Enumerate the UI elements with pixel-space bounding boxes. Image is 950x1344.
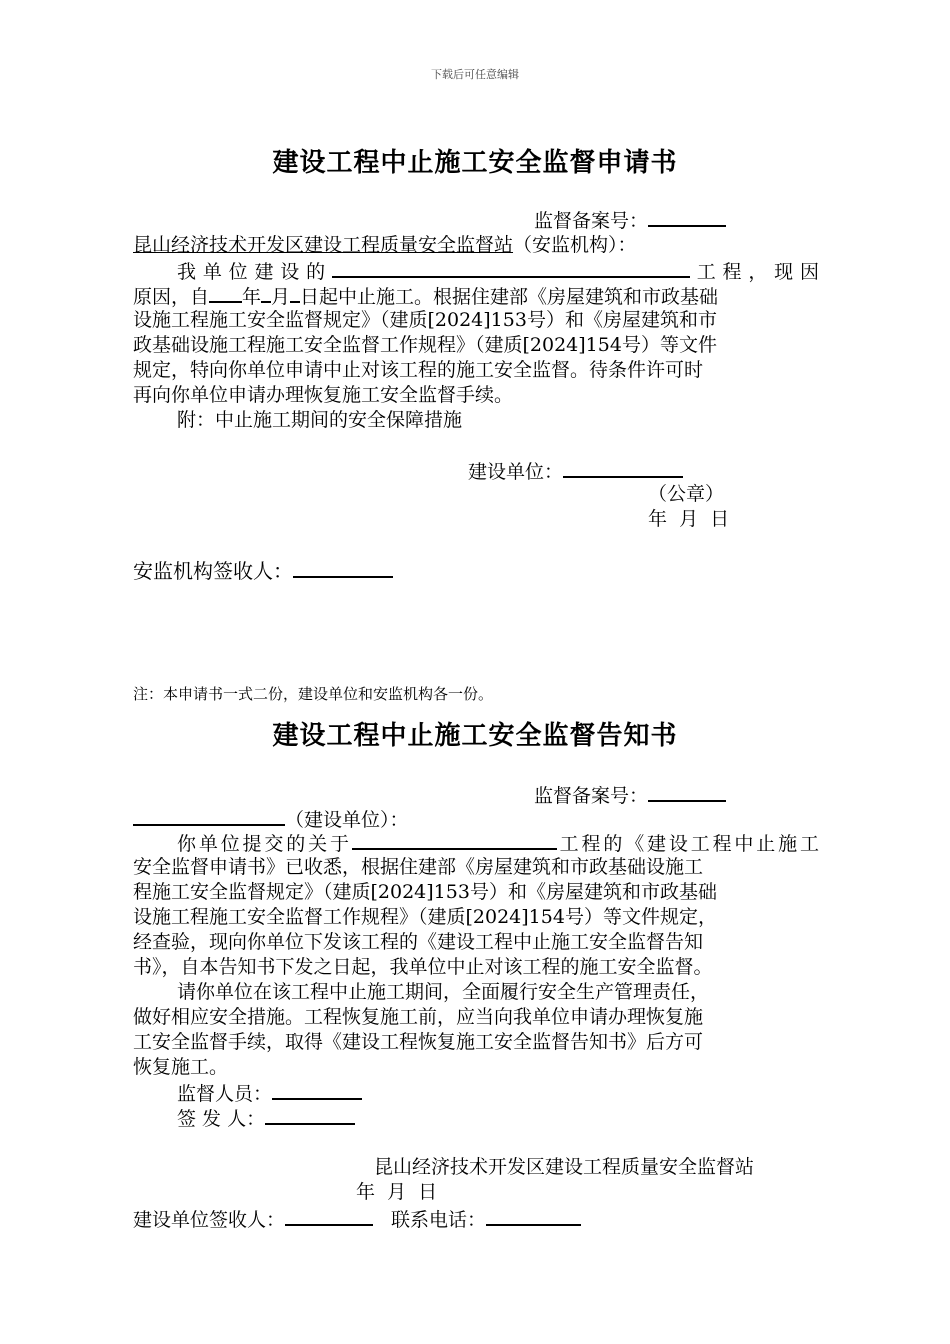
seal-label: （公章）: [648, 483, 725, 505]
construction-unit-line: [468, 458, 683, 483]
paragraph-line: 规定，特向你单位申请中止对该工程的施工安全监督。待条件许可时: [133, 359, 704, 381]
project-name-blank: [332, 258, 690, 278]
record-number-label: 监督备案号：: [534, 210, 649, 232]
paragraph-line: 经查验，现向你单位下发该工程的《建设工程中止施工安全监督告知: [133, 931, 704, 953]
construction-unit-blank: [563, 458, 683, 478]
addressee-suffix: （建设单位）：: [285, 809, 409, 831]
month-blank: [261, 283, 271, 303]
addressee-station: 昆山经济技术开发区建设工程质量安全监督站: [133, 234, 514, 256]
application-note: 注：本申请书一式二份，建设单位和安监机构各一份。: [133, 685, 494, 703]
notice-title: 建设工程中止施工安全监督告知书: [272, 721, 678, 751]
paragraph-line: 设施工程施工安全监督规定》（建质[2024]153号）和《房屋建筑和市: [133, 309, 717, 331]
project-name-blank: [352, 830, 557, 850]
application-title: 建设工程中止施工安全监督申请书: [272, 148, 678, 178]
attachment-line: 附：中止施工期间的安全保障措施: [177, 409, 463, 431]
day-blank: [290, 283, 300, 303]
notice-date: 年 月 日: [356, 1181, 438, 1203]
receiver-label: 安监机构签收人：: [133, 559, 293, 583]
record-number-label: 监督备案号：: [534, 785, 649, 807]
year-blank: [209, 283, 242, 303]
addressee-blank: [133, 806, 285, 826]
paragraph-line: 安全监督申请书》已收悉，根据住建部《房屋建筑和市政基础设施工: [133, 856, 704, 878]
supervisor-blank: [272, 1080, 362, 1100]
paragraph-line: 原因，自 年 月 日起中止施工。根据住建部《房屋建筑和市政基础: [133, 283, 819, 308]
issuer-label: 签 发 人：: [177, 1108, 266, 1130]
notice-paragraph-1: [133, 830, 819, 1130]
supervisor-label: 监督人员：: [177, 1083, 273, 1105]
issuer-line: [133, 1105, 819, 1130]
paragraph-line: 恢复施工。: [133, 1056, 229, 1078]
paragraph-line: 再向你单位申请办理恢复施工安全监督手续。: [133, 384, 514, 406]
paragraph-line: 书》，自本告知书下发之日起，我单位中止对该工程的施工安全监督。: [133, 956, 713, 978]
phone-blank: [486, 1206, 581, 1226]
notice-record-number: [534, 782, 726, 807]
receiver-label: 建设单位签收人：: [133, 1209, 286, 1231]
addressee-suffix: （安监机构）：: [513, 234, 637, 256]
paragraph-line: 设施工程施工安全监督工作规程》（建质[2024]154号）等文件规定，: [133, 906, 717, 928]
notice-receiver-line: [133, 1206, 581, 1231]
record-number-blank: [648, 207, 726, 227]
application-paragraph: [133, 258, 819, 433]
issuer-blank: [265, 1105, 355, 1125]
paragraph-line: 程施工安全监督规定》（建质[2024]153号）和《房屋建筑和市政基础: [133, 881, 717, 903]
station-name: 昆山经济技术开发区建设工程质量安全监督站: [374, 1156, 755, 1178]
page-header: 下载后可任意编辑: [431, 68, 519, 81]
paragraph-line: 请你单位在该工程中止施工期间，全面履行安全生产管理责任，: [177, 981, 710, 1003]
receiver-blank: [285, 1206, 373, 1226]
supervisor-line: [133, 1080, 819, 1105]
paragraph-line: 你单位提交的关于 工程的《建设工程中止施工: [133, 830, 819, 855]
application-addressee: [133, 233, 637, 258]
construction-unit-label: 建设单位：: [468, 461, 564, 483]
record-number-blank: [648, 782, 726, 802]
paragraph-line: 做好相应安全措施。工程恢复施工前，应当向我单位申请办理恢复施: [133, 1006, 704, 1028]
application-record-number: [534, 207, 726, 232]
paragraph-line: 工安全监督手续，取得《建设工程恢复施工安全监督告知书》后方可: [133, 1031, 704, 1053]
receiver-blank: [293, 558, 393, 578]
phone-label: 联系电话：: [391, 1209, 487, 1231]
paragraph-line: 政基础设施工程施工安全监督工作规程》（建质[2024]154号）等文件: [133, 334, 717, 356]
application-date: 年 月 日: [648, 508, 730, 530]
paragraph-line: 我单位建设的 工程，现因: [133, 258, 819, 283]
notice-addressee: [133, 806, 409, 831]
application-receiver-line: [133, 558, 393, 583]
